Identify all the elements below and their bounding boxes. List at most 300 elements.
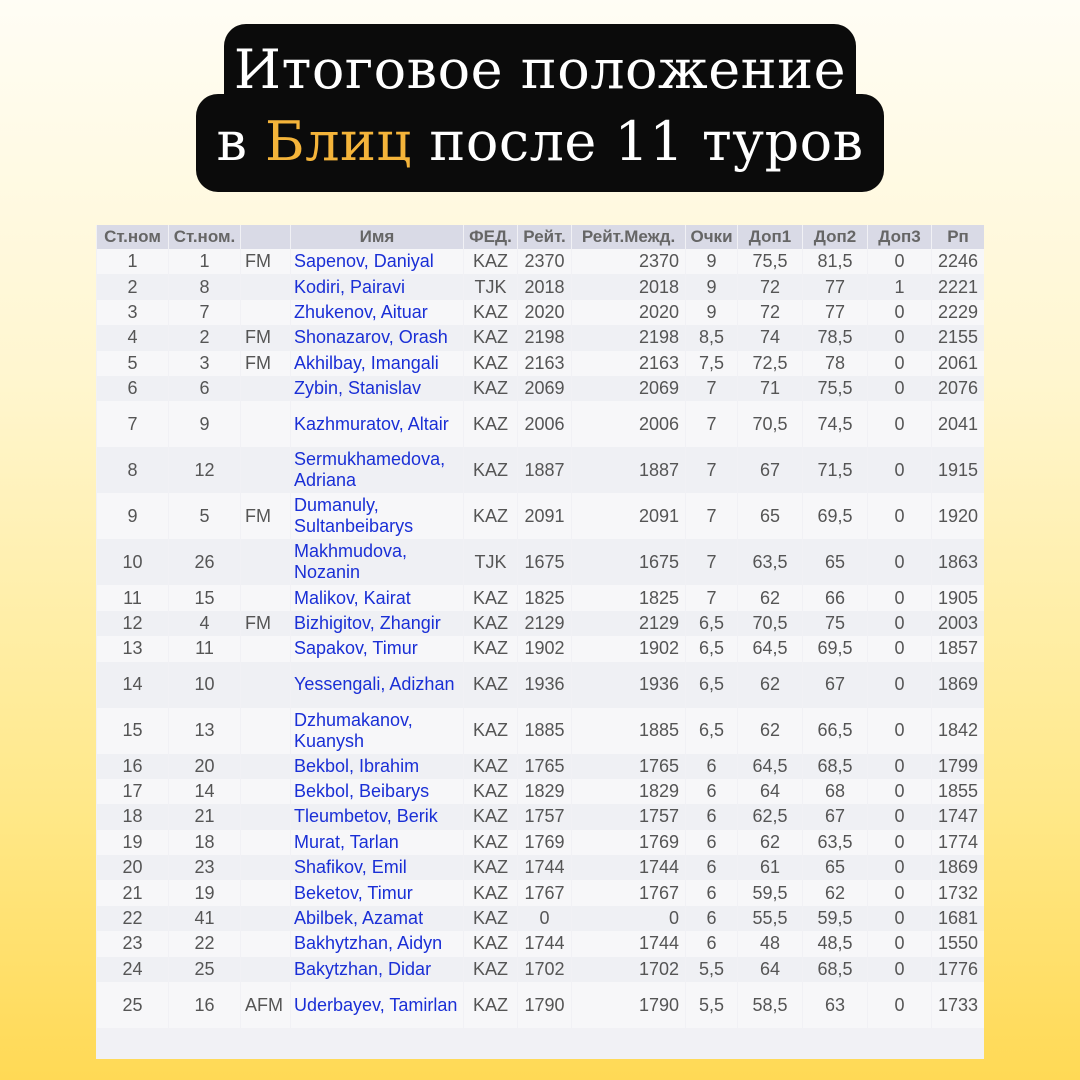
intl-rating-cell: 1744	[572, 931, 685, 956]
points-cell: 6	[686, 931, 737, 956]
table-row	[97, 982, 984, 1028]
intl-rating-cell: 1825	[572, 585, 685, 610]
rating-cell: 1829	[518, 779, 571, 804]
player-name-link[interactable]: Akhilbay, Imangali	[291, 351, 463, 376]
rating-cell: 1790	[518, 982, 571, 1028]
title-cell	[241, 804, 290, 829]
table-row	[97, 493, 984, 539]
start-number-cell: 10	[169, 662, 240, 708]
column-header[interactable]: Доп1	[738, 225, 802, 249]
tiebreak1-cell: 62	[738, 662, 802, 708]
intl-rating-cell: 2370	[572, 249, 685, 274]
table-row	[97, 880, 984, 905]
tiebreak1-cell: 75,5	[738, 249, 802, 274]
performance-cell: 1869	[932, 855, 984, 880]
rank-cell: 13	[97, 636, 168, 661]
tiebreak3-cell: 0	[868, 249, 931, 274]
player-name-link[interactable]: Murat, Tarlan	[291, 830, 463, 855]
title-cell: FM	[241, 325, 290, 350]
player-name-link[interactable]: Zybin, Stanislav	[291, 376, 463, 401]
intl-rating-cell: 1702	[572, 957, 685, 982]
performance-cell: 2076	[932, 376, 984, 401]
tiebreak1-cell: 65	[738, 493, 802, 539]
table-row	[97, 447, 984, 493]
tiebreak2-cell: 68,5	[803, 754, 867, 779]
tiebreak3-cell: 0	[868, 325, 931, 350]
column-header[interactable]: Ст.ном	[97, 225, 168, 249]
column-header[interactable]	[241, 225, 290, 249]
rating-cell: 1902	[518, 636, 571, 661]
federation-cell: KAZ	[464, 906, 517, 931]
start-number-cell: 3	[169, 351, 240, 376]
federation-cell: KAZ	[464, 325, 517, 350]
tiebreak1-cell: 67	[738, 447, 802, 493]
rating-cell: 2129	[518, 611, 571, 636]
rating-cell: 2091	[518, 493, 571, 539]
federation-cell: KAZ	[464, 401, 517, 447]
title-cell	[241, 662, 290, 708]
rank-cell: 9	[97, 493, 168, 539]
rating-cell: 1744	[518, 855, 571, 880]
title-cell	[241, 300, 290, 325]
performance-cell: 1915	[932, 447, 984, 493]
tiebreak3-cell: 0	[868, 957, 931, 982]
tiebreak1-cell: 64	[738, 779, 802, 804]
points-cell: 7	[686, 447, 737, 493]
performance-cell: 1857	[932, 636, 984, 661]
points-cell: 9	[686, 274, 737, 299]
performance-cell: 1869	[932, 662, 984, 708]
performance-cell: 2041	[932, 401, 984, 447]
start-number-cell: 8	[169, 274, 240, 299]
player-name-link[interactable]: Beketov, Timur	[291, 880, 463, 905]
tiebreak1-cell: 62	[738, 708, 802, 754]
player-name-link[interactable]: Bizhigitov, Zhangir	[291, 611, 463, 636]
title-cell	[241, 906, 290, 931]
rating-cell: 2006	[518, 401, 571, 447]
performance-cell: 2155	[932, 325, 984, 350]
tiebreak3-cell: 0	[868, 585, 931, 610]
title-cell: FM	[241, 493, 290, 539]
federation-cell: KAZ	[464, 249, 517, 274]
player-name-link[interactable]: Abilbek, Azamat	[291, 906, 463, 931]
points-cell: 7	[686, 539, 737, 585]
federation-cell: KAZ	[464, 585, 517, 610]
column-header[interactable]: Доп2	[803, 225, 867, 249]
points-cell: 6	[686, 830, 737, 855]
tiebreak2-cell: 66	[803, 585, 867, 610]
rating-cell: 1702	[518, 957, 571, 982]
tiebreak1-cell: 55,5	[738, 906, 802, 931]
tiebreak2-cell: 59,5	[803, 906, 867, 931]
rank-cell: 18	[97, 804, 168, 829]
tiebreak3-cell: 0	[868, 539, 931, 585]
points-cell: 7,5	[686, 351, 737, 376]
intl-rating-cell: 2198	[572, 325, 685, 350]
table-row	[97, 855, 984, 880]
column-header[interactable]: Ст.ном.	[169, 225, 240, 249]
rating-cell: 1675	[518, 539, 571, 585]
performance-cell: 1681	[932, 906, 984, 931]
federation-cell: KAZ	[464, 708, 517, 754]
player-name-link[interactable]: Dumanuly, Sultanbeibarys	[291, 493, 463, 539]
player-name-link[interactable]: Bakhytzhan, Aidyn	[291, 931, 463, 956]
rating-cell: 0	[518, 906, 571, 931]
table-row	[97, 830, 984, 855]
tiebreak2-cell: 77	[803, 300, 867, 325]
title-cell	[241, 708, 290, 754]
tiebreak2-cell: 74,5	[803, 401, 867, 447]
tiebreak1-cell: 61	[738, 855, 802, 880]
rating-cell: 1765	[518, 754, 571, 779]
intl-rating-cell: 1885	[572, 708, 685, 754]
tiebreak2-cell: 68,5	[803, 957, 867, 982]
performance-cell: 1863	[932, 539, 984, 585]
rating-cell: 2370	[518, 249, 571, 274]
intl-rating-cell: 1887	[572, 447, 685, 493]
intl-rating-cell: 1829	[572, 779, 685, 804]
player-name-link[interactable]: Tleumbetov, Berik	[291, 804, 463, 829]
player-name-link[interactable]: Shonazarov, Orash	[291, 325, 463, 350]
rating-cell: 2163	[518, 351, 571, 376]
title-cell: AFM	[241, 982, 290, 1028]
intl-rating-cell: 2006	[572, 401, 685, 447]
tiebreak2-cell: 63,5	[803, 830, 867, 855]
start-number-cell: 9	[169, 401, 240, 447]
player-name-link[interactable]: Malikov, Kairat	[291, 585, 463, 610]
federation-cell: KAZ	[464, 931, 517, 956]
table-row	[97, 300, 984, 325]
tiebreak3-cell: 0	[868, 982, 931, 1028]
tiebreak1-cell: 62	[738, 830, 802, 855]
rank-cell: 19	[97, 830, 168, 855]
performance-cell: 1774	[932, 830, 984, 855]
column-header[interactable]: Рейт.	[518, 225, 571, 249]
rating-cell: 2018	[518, 274, 571, 299]
rank-cell: 21	[97, 880, 168, 905]
rank-cell: 16	[97, 754, 168, 779]
points-cell: 7	[686, 493, 737, 539]
federation-cell: KAZ	[464, 493, 517, 539]
performance-cell: 1747	[932, 804, 984, 829]
player-name-link[interactable]: Zhukenov, Aituar	[291, 300, 463, 325]
intl-rating-cell: 2129	[572, 611, 685, 636]
player-name-link[interactable]: Sapakov, Timur	[291, 636, 463, 661]
tiebreak2-cell: 48,5	[803, 931, 867, 956]
intl-rating-cell: 2018	[572, 274, 685, 299]
rank-cell: 22	[97, 906, 168, 931]
start-number-cell: 21	[169, 804, 240, 829]
tiebreak2-cell: 67	[803, 804, 867, 829]
start-number-cell: 2	[169, 325, 240, 350]
tiebreak1-cell: 62,5	[738, 804, 802, 829]
table-row	[97, 274, 984, 299]
federation-cell: KAZ	[464, 662, 517, 708]
tiebreak3-cell: 0	[868, 804, 931, 829]
player-name-link[interactable]: Sapenov, Daniyal	[291, 249, 463, 274]
table-header-row	[97, 225, 984, 249]
title-cell	[241, 880, 290, 905]
tiebreak2-cell: 63	[803, 982, 867, 1028]
start-number-cell: 26	[169, 539, 240, 585]
start-number-cell: 14	[169, 779, 240, 804]
tiebreak3-cell: 0	[868, 351, 931, 376]
player-name-link[interactable]: Kodiri, Pairavi	[291, 274, 463, 299]
tiebreak2-cell: 75	[803, 611, 867, 636]
intl-rating-cell: 1744	[572, 855, 685, 880]
points-cell: 7	[686, 401, 737, 447]
column-header[interactable]: Рп	[932, 225, 984, 249]
rank-cell: 14	[97, 662, 168, 708]
table-row	[97, 351, 984, 376]
title-cell	[241, 636, 290, 661]
federation-cell: KAZ	[464, 636, 517, 661]
intl-rating-cell: 2163	[572, 351, 685, 376]
column-header[interactable]: Доп3	[868, 225, 931, 249]
title-line-2	[196, 110, 884, 174]
tiebreak1-cell: 72	[738, 274, 802, 299]
player-name-link[interactable]: Uderbayev, Tamirlan	[291, 982, 463, 1028]
player-name-link[interactable]: Kazhmuratov, Altair	[291, 401, 463, 447]
start-number-cell: 1	[169, 249, 240, 274]
rank-cell: 25	[97, 982, 168, 1028]
points-cell: 7	[686, 585, 737, 610]
intl-rating-cell: 1757	[572, 804, 685, 829]
rating-cell: 2069	[518, 376, 571, 401]
rank-cell: 23	[97, 931, 168, 956]
rating-cell: 1767	[518, 880, 571, 905]
tiebreak3-cell: 0	[868, 447, 931, 493]
points-cell: 6	[686, 754, 737, 779]
federation-cell: KAZ	[464, 855, 517, 880]
title-cell	[241, 447, 290, 493]
table-row	[97, 585, 984, 610]
rating-cell: 1744	[518, 931, 571, 956]
points-cell: 6,5	[686, 611, 737, 636]
points-cell: 6	[686, 779, 737, 804]
rank-cell: 7	[97, 401, 168, 447]
tiebreak3-cell: 1	[868, 274, 931, 299]
start-number-cell: 23	[169, 855, 240, 880]
intl-rating-cell: 1769	[572, 830, 685, 855]
tiebreak2-cell: 75,5	[803, 376, 867, 401]
federation-cell: KAZ	[464, 300, 517, 325]
performance-cell: 1855	[932, 779, 984, 804]
title-suffix: после 11 туров	[411, 110, 864, 173]
title-banner	[0, 0, 1080, 200]
rating-cell: 1936	[518, 662, 571, 708]
tiebreak3-cell: 0	[868, 611, 931, 636]
points-cell: 9	[686, 300, 737, 325]
tiebreak2-cell: 62	[803, 880, 867, 905]
tiebreak1-cell: 74	[738, 325, 802, 350]
tiebreak3-cell: 0	[868, 906, 931, 931]
rank-cell: 17	[97, 779, 168, 804]
rating-cell: 2198	[518, 325, 571, 350]
start-number-cell: 18	[169, 830, 240, 855]
tiebreak1-cell: 64,5	[738, 636, 802, 661]
federation-cell: KAZ	[464, 754, 517, 779]
title-cell	[241, 539, 290, 585]
tiebreak2-cell: 78	[803, 351, 867, 376]
start-number-cell: 22	[169, 931, 240, 956]
table-row	[97, 804, 984, 829]
tiebreak3-cell: 0	[868, 493, 931, 539]
player-name-link[interactable]: Sermukhamedova, Adriana	[291, 447, 463, 493]
rank-cell: 24	[97, 957, 168, 982]
federation-cell: TJK	[464, 539, 517, 585]
table-row	[97, 957, 984, 982]
tiebreak1-cell: 72,5	[738, 351, 802, 376]
player-name-link[interactable]: Shafikov, Emil	[291, 855, 463, 880]
player-name-link[interactable]: Bekbol, Ibrahim	[291, 754, 463, 779]
start-number-cell: 11	[169, 636, 240, 661]
rating-cell: 2020	[518, 300, 571, 325]
title-cell	[241, 376, 290, 401]
federation-cell: KAZ	[464, 804, 517, 829]
tiebreak2-cell: 65	[803, 855, 867, 880]
rank-cell: 20	[97, 855, 168, 880]
table-row	[97, 779, 984, 804]
federation-cell: KAZ	[464, 830, 517, 855]
rating-cell: 1769	[518, 830, 571, 855]
performance-cell: 2221	[932, 274, 984, 299]
points-cell: 6	[686, 804, 737, 829]
standings-table	[96, 225, 985, 1028]
player-name-link[interactable]: Bekbol, Beibarys	[291, 779, 463, 804]
table-row	[97, 539, 984, 585]
points-cell: 9	[686, 249, 737, 274]
column-header[interactable]: ФЕД.	[464, 225, 517, 249]
federation-cell: KAZ	[464, 957, 517, 982]
tiebreak2-cell: 71,5	[803, 447, 867, 493]
performance-cell: 2003	[932, 611, 984, 636]
performance-cell: 1550	[932, 931, 984, 956]
table-row	[97, 249, 984, 274]
points-cell: 6	[686, 906, 737, 931]
player-name-link[interactable]: Dzhumakanov, Kuanysh	[291, 708, 463, 754]
table-row	[97, 611, 984, 636]
tiebreak1-cell: 64	[738, 957, 802, 982]
column-header[interactable]: Имя	[291, 225, 463, 249]
tiebreak2-cell: 69,5	[803, 493, 867, 539]
tiebreak2-cell: 81,5	[803, 249, 867, 274]
rank-cell: 6	[97, 376, 168, 401]
federation-cell: TJK	[464, 274, 517, 299]
rank-cell: 8	[97, 447, 168, 493]
rank-cell: 10	[97, 539, 168, 585]
title-accent: Блиц	[265, 110, 412, 173]
title-cell	[241, 931, 290, 956]
points-cell: 8,5	[686, 325, 737, 350]
tiebreak3-cell: 0	[868, 300, 931, 325]
tiebreak2-cell: 78,5	[803, 325, 867, 350]
tiebreak1-cell: 72	[738, 300, 802, 325]
federation-cell: KAZ	[464, 982, 517, 1028]
points-cell: 6,5	[686, 708, 737, 754]
rank-cell: 2	[97, 274, 168, 299]
title-line-1: Итоговое положение	[233, 38, 847, 101]
tiebreak3-cell: 0	[868, 830, 931, 855]
start-number-cell: 41	[169, 906, 240, 931]
tiebreak1-cell: 59,5	[738, 880, 802, 905]
tiebreak2-cell: 65	[803, 539, 867, 585]
tiebreak1-cell: 70,5	[738, 401, 802, 447]
intl-rating-cell: 1790	[572, 982, 685, 1028]
performance-cell: 2246	[932, 249, 984, 274]
rank-cell: 3	[97, 300, 168, 325]
rating-cell: 1825	[518, 585, 571, 610]
table-row	[97, 931, 984, 956]
player-name-link[interactable]: Yessengali, Adizhan	[291, 662, 463, 708]
table-row	[97, 636, 984, 661]
column-header[interactable]: Очки	[686, 225, 737, 249]
performance-cell: 1920	[932, 493, 984, 539]
intl-rating-cell: 1765	[572, 754, 685, 779]
intl-rating-cell: 1936	[572, 662, 685, 708]
performance-cell: 1733	[932, 982, 984, 1028]
performance-cell: 1776	[932, 957, 984, 982]
start-number-cell: 15	[169, 585, 240, 610]
performance-cell: 2229	[932, 300, 984, 325]
start-number-cell: 19	[169, 880, 240, 905]
performance-cell: 1905	[932, 585, 984, 610]
player-name-link[interactable]: Makhmudova, Nozanin	[291, 539, 463, 585]
table-row	[97, 754, 984, 779]
column-header[interactable]: Рейт.Межд.	[572, 225, 685, 249]
tiebreak3-cell: 0	[868, 708, 931, 754]
title-cell	[241, 274, 290, 299]
tiebreak1-cell: 48	[738, 931, 802, 956]
start-number-cell: 16	[169, 982, 240, 1028]
title-cell	[241, 401, 290, 447]
tiebreak2-cell: 66,5	[803, 708, 867, 754]
title-cell	[241, 585, 290, 610]
tiebreak3-cell: 0	[868, 779, 931, 804]
points-cell: 6,5	[686, 636, 737, 661]
table-row	[97, 376, 984, 401]
player-name-link[interactable]: Bakytzhan, Didar	[291, 957, 463, 982]
start-number-cell: 12	[169, 447, 240, 493]
start-number-cell: 25	[169, 957, 240, 982]
rank-cell: 11	[97, 585, 168, 610]
rank-cell: 4	[97, 325, 168, 350]
federation-cell: KAZ	[464, 376, 517, 401]
performance-cell: 1842	[932, 708, 984, 754]
intl-rating-cell: 1767	[572, 880, 685, 905]
title-cell	[241, 855, 290, 880]
tiebreak3-cell: 0	[868, 754, 931, 779]
title-cell	[241, 779, 290, 804]
intl-rating-cell: 2069	[572, 376, 685, 401]
tiebreak2-cell: 77	[803, 274, 867, 299]
performance-cell: 2061	[932, 351, 984, 376]
start-number-cell: 5	[169, 493, 240, 539]
tiebreak1-cell: 63,5	[738, 539, 802, 585]
rank-cell: 12	[97, 611, 168, 636]
tiebreak3-cell: 0	[868, 401, 931, 447]
rating-cell: 1887	[518, 447, 571, 493]
intl-rating-cell: 2091	[572, 493, 685, 539]
intl-rating-cell: 2020	[572, 300, 685, 325]
tiebreak3-cell: 0	[868, 931, 931, 956]
start-number-cell: 13	[169, 708, 240, 754]
table-row	[97, 662, 984, 708]
intl-rating-cell: 1902	[572, 636, 685, 661]
tiebreak1-cell: 62	[738, 585, 802, 610]
table-row	[97, 325, 984, 350]
start-number-cell: 4	[169, 611, 240, 636]
